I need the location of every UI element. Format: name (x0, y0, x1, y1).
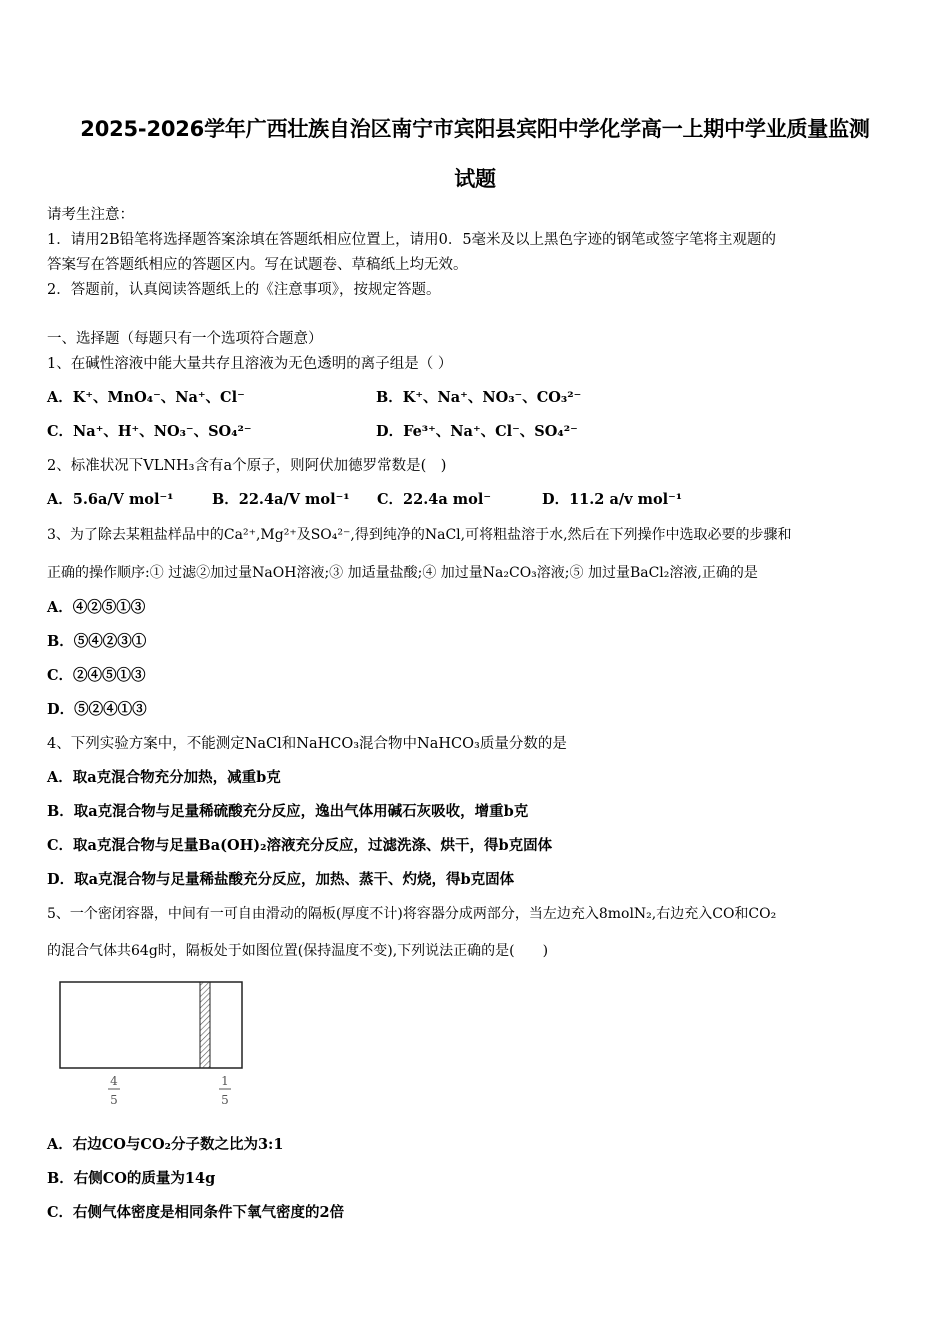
q1-option-b: B．K⁺、Na⁺、NO₃⁻、CO₃²⁻ (376, 389, 582, 406)
partition-board (200, 982, 210, 1068)
q2-option-d: D．11.2 a/v mol⁻¹ (542, 491, 683, 508)
notice-item-1: 1．请用2B铅笔将选择题答案涂填在答题纸相应位置上，请用0．5毫米及以上黑色字迹的钢笔或签字笔将主观题的 (47, 232, 777, 248)
notice-item-1-cont: 答案写在答题纸相应的答题区内。写在试题卷、草稿纸上均无效。 (47, 257, 468, 273)
q3-option-c: C．②④⑤①③ (47, 667, 146, 684)
q1-option-d: D．Fe³⁺、Na⁺、Cl⁻、SO₄²⁻ (376, 423, 578, 440)
q1-option-c: C．Na⁺、H⁺、NO₃⁻、SO₄²⁻ (47, 423, 252, 440)
q4-option-a: A．取a克混合物充分加热，减重b克 (47, 769, 281, 786)
q2-option-c: C．22.4a mol⁻ (377, 491, 491, 508)
q5-option-c: C．右侧气体密度是相同条件下氧气密度的2倍 (47, 1204, 345, 1221)
q5-option-a: A．右边CO与CO₂分子数之比为3:1 (47, 1136, 284, 1153)
container-outline (60, 982, 242, 1068)
notice-item-2: 2．答题前，认真阅读答题纸上的《注意事项》，按规定答题。 (47, 282, 441, 298)
page-title-continued: 试题 (454, 167, 496, 191)
q1-option-a: A．K⁺、MnO₄⁻、Na⁺、Cl⁻ (47, 389, 245, 406)
q4-option-c: C．取a克混合物与足量Ba(OH)₂溶液充分反应，过滤洗涤、烘干，得b克固体 (47, 837, 553, 854)
question-4-stem: 4、下列实验方案中，不能测定NaCl和NaHCO₃混合物中NaHCO₃质量分数的是 (47, 736, 567, 752)
q4-option-b: B．取a克混合物与足量稀硫酸充分反应，逸出气体用碱石灰吸收，增重b克 (47, 803, 529, 820)
left-fraction-numerator: 4 (110, 1074, 118, 1088)
question-3-stem-cont: 正确的操作顺序:① 过滤②加过量NaOH溶液;③ 加适量盐酸;④ 加过量Na₂CO₃溶液;⑤ 加过量BaCl₂溶液,正确的是 (47, 565, 758, 581)
q3-option-d: D．⑤②④①③ (47, 701, 147, 718)
question-2-stem: 2、标准状况下VLNH₃含有a个原子，则阿伏加德罗常数是( ) (47, 458, 447, 474)
q3-option-a: A．④②⑤①③ (47, 599, 146, 616)
container-diagram (58, 980, 248, 1115)
question-1-stem: 1、在碱性溶液中能大量共存且溶液为无色透明的离子组是（ ） (47, 356, 453, 372)
question-3-stem: 3、为了除去某粗盐样品中的Ca²⁺,Mg²⁺及SO₄²⁻,得到纯净的NaCl,可将粗盐溶于水,然后在下列操作中选取必要的步骤和 (47, 527, 792, 543)
section-heading: 一、选择题（每题只有一个选项符合题意） (47, 331, 323, 347)
right-fraction-numerator: 1 (221, 1074, 229, 1088)
question-5-stem-cont: 的混合气体共64g时，隔板处于如图位置(保持温度不变),下列说法正确的是( ) (47, 943, 549, 959)
q2-option-b: B．22.4a/V mol⁻¹ (212, 491, 350, 508)
q3-option-b: B．⑤④②③① (47, 633, 147, 650)
notice-heading: 请考生注意： (47, 207, 134, 223)
q5-option-b: B．右侧CO的质量为14g (47, 1170, 216, 1187)
question-5-stem: 5、一个密闭容器，中间有一可自由滑动的隔板(厚度不计)将容器分成两部分，当左边充入8molN₂,右边充入CO和CO₂ (47, 906, 777, 922)
page-title: 2025-2026学年广西壮族自治区南宁市宾阳县宾阳中学化学高一上期中学业质量监测 (80, 117, 870, 141)
right-fraction-denominator: 5 (221, 1093, 229, 1107)
q4-option-d: D．取a克混合物与足量稀盐酸充分反应，加热、蒸干、灼烧，得b克固体 (47, 871, 515, 888)
left-fraction-denominator: 5 (110, 1093, 118, 1107)
q2-option-a: A．5.6a/V mol⁻¹ (47, 491, 174, 508)
